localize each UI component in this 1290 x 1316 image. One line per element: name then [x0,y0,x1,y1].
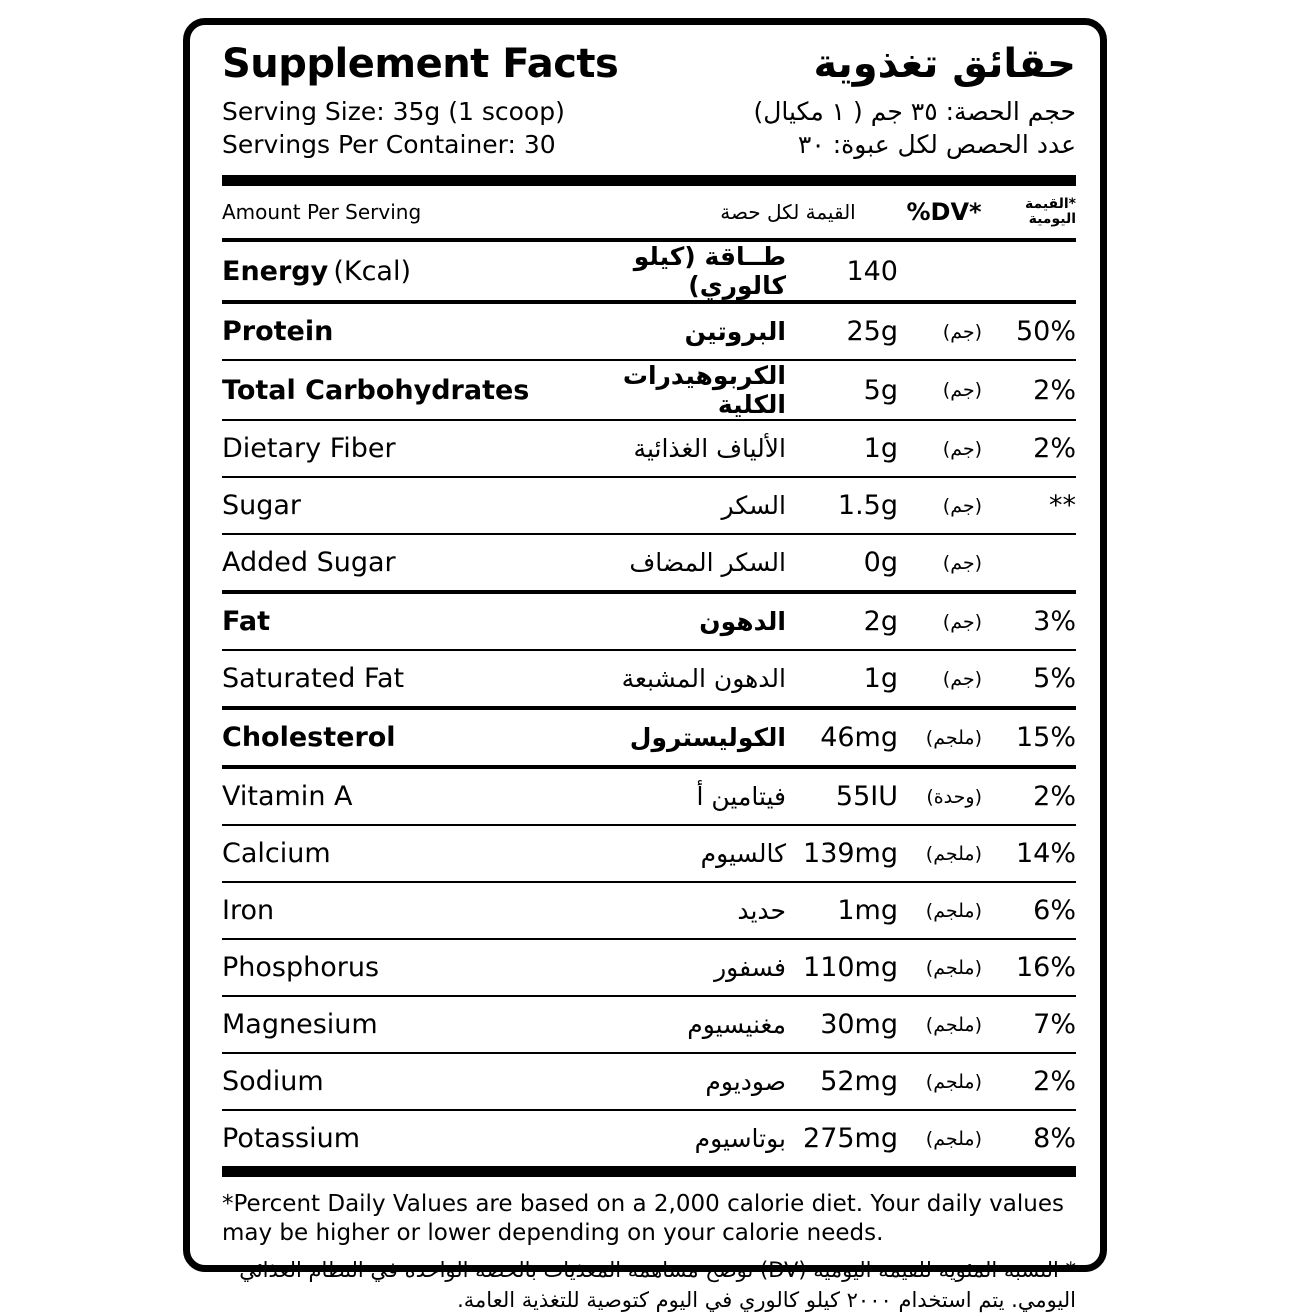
serving-info [222,95,1076,161]
nutrient-dv: 7% [1033,1009,1076,1040]
table-row [222,710,1076,765]
footnote-en: *Percent Daily Values are based on a 2,000 calorie diet. Your daily values may be higher or lower depending on your calorie needs. [222,1191,1064,1247]
nutrient-name-en: Magnesium [222,1009,378,1040]
nutrient-unit: (ملجم) [925,726,982,749]
table-row [222,1054,1076,1109]
table-row [222,769,1076,824]
supplement-facts-content [222,43,1076,1316]
nutrient-name-en: Vitamin A [222,781,353,812]
nutrient-name-ar: البروتين [684,317,786,346]
nutrient-dv: 50% [1015,316,1076,347]
nutrient-value: 25g [846,316,898,347]
table-row [222,478,1076,533]
nutrient-name-ar: كالسيوم [700,839,786,868]
nutrient-value: 1g [863,433,898,464]
supplement-facts-panel [183,18,1107,1312]
nutrient-dv: 5% [1033,663,1076,694]
nutrient-name-en: Energy [222,255,329,287]
nutrient-unit: (ملجم) [925,842,982,865]
nutrient-name-en: Fat [222,606,270,637]
nutrient-unit: (ملجم) [925,1013,982,1036]
nutrient-unit: (جم) [942,379,982,401]
nutrient-name-ar: بوتاسيوم [694,1124,786,1153]
nutrient-value: 1g [863,663,898,694]
nutrient-name-en: Added Sugar [222,547,396,578]
col-amount-per-serving-en: Amount Per Serving [222,200,422,224]
nutrient-name-en: Iron [222,895,275,926]
nutrient-unit: (ملجم) [925,1070,982,1093]
col-dv-ar-line1: *القيمة [1024,196,1076,213]
nutrient-value: 0g [863,547,898,578]
nutrient-dv: ** [1049,490,1076,521]
nutrient-value: 275mg [803,1123,898,1154]
nutrient-dv: 2% [1033,374,1076,406]
nutrient-name-en: Total Carbohydrates [222,374,530,406]
nutrient-value: 55IU [835,781,898,812]
table-row [222,997,1076,1052]
servings-per-container-ar: عدد الحصص لكل عبوة: ٣٠ [797,130,1076,159]
nutrient-name-en: Protein [222,316,334,347]
nutrient-dv: 16% [1015,952,1076,983]
panel-header [222,43,1076,85]
nutrient-value: 140 [846,255,898,287]
divider-thick-bottom [222,1166,1076,1177]
nutrition-table [222,186,1076,238]
nutrient-value: 46mg [820,722,898,753]
nutrient-name-ar: السكر [721,491,786,520]
nutrient-name-ar: الكربوهيدرات الكلية [622,361,786,419]
nutrient-dv: 14% [1015,838,1076,869]
nutrient-unit: (وحدة) [926,785,982,808]
nutrient-name-en: Cholesterol [222,722,396,753]
table-row [222,940,1076,995]
nutrient-name-ar: مغنيسيوم [687,1010,786,1039]
col-amount-per-serving-ar: القيمة لكل حصة [720,200,856,224]
nutrient-name-en: Calcium [222,838,331,869]
nutrient-value: 110mg [803,952,898,983]
nutrient-unit: (جم) [942,610,982,633]
table-row [222,304,1076,359]
nutrient-name-ar: السكر المضاف [629,548,786,577]
nutrient-unit: (جم) [942,551,982,574]
servings-per-container-en: Servings Per Container: 30 [222,130,556,159]
table-row [222,651,1076,706]
nutrient-name-ar: فيتامين أ [696,782,786,811]
nutrient-dv: 6% [1033,895,1076,926]
nutrient-unit: (ملجم) [925,1127,982,1150]
col-dv-en: %DV* [906,198,982,226]
table-row [222,826,1076,881]
nutrient-rows [222,242,1076,300]
nutrient-unit: (جم) [942,494,982,517]
nutrient-unit: (ملجم) [925,899,982,922]
nutrient-value: 52mg [820,1066,898,1097]
col-dv-ar-line2: اليومية [1028,211,1076,227]
nutrient-name-en: Dietary Fiber [222,433,396,464]
nutrient-name-en: Saturated Fat [222,663,405,694]
nutrient-name-en: Phosphorus [222,952,380,983]
nutrient-name-ar: الكوليسترول [629,723,786,752]
servings-per-container-row [222,128,1076,161]
nutrient-dv: 3% [1033,606,1076,637]
nutrient-dv: 15% [1015,722,1076,753]
nutrient-name-ar: صوديوم [705,1067,786,1096]
serving-size-en: Serving Size: 35g (1 scoop) [222,97,565,126]
nutrient-name-en-suffix: (Kcal) [333,255,411,287]
table-row [222,242,1076,300]
nutrient-name-ar: الدهون [699,607,786,636]
serving-size-ar: حجم الحصة: ٣٥ جم ( ١ مكيال) [753,97,1076,126]
table-column-header-row [222,186,1076,238]
nutrient-name-ar: الدهون المشبعة [621,664,786,693]
nutrient-unit: (جم) [942,667,982,690]
nutrient-unit: (ملجم) [925,956,982,979]
page-title-ar: حقائق تغذوية [813,41,1076,87]
nutrient-name-ar: الألياف الغذائية [633,434,786,463]
footnotes [222,1190,1076,1316]
nutrient-value: 5g [863,374,898,406]
table-row [222,535,1076,590]
col-dv-ar [982,186,1076,238]
divider-thick-top [222,175,1076,186]
nutrient-value: 139mg [803,838,898,869]
serving-size-row [222,95,1076,128]
nutrient-dv [982,242,1076,300]
nutrient-unit: (جم) [942,437,982,460]
nutrient-value: 30mg [820,1009,898,1040]
nutrient-value: 1mg [837,895,898,926]
table-row [222,421,1076,476]
table-row [222,1111,1076,1166]
nutrient-value: 1.5g [837,490,898,521]
nutrient-unit: (جم) [942,320,982,343]
nutrient-name-en: Sodium [222,1066,324,1097]
nutrient-dv: 2% [1033,781,1076,812]
page-title-en: Supplement Facts [222,41,619,87]
table-row [222,361,1076,419]
nutrient-unit [898,242,982,300]
nutrient-name-ar: طــاقة (كيلو كالوري) [633,242,786,300]
table-row [222,883,1076,938]
nutrient-dv: 8% [1033,1123,1076,1154]
nutrient-dv: 2% [1033,433,1076,464]
nutrient-name-en: Potassium [222,1123,361,1154]
table-row [222,594,1076,649]
nutrient-name-ar: حديد [737,896,786,925]
nutrient-name-en: Sugar [222,490,302,521]
nutrient-value: 2g [863,606,898,637]
nutrient-dv [982,535,1076,590]
nutrient-name-ar: فسفور [714,953,786,982]
footnote-ar: * النسبة المئوية للقيمة اليومية (DV) توضح مساهمة المغذيات بالحصة الواحدة في النظام الغذائي اليومي. يتم استخدام ٢٠٠٠ كيلو كالوري في اليوم كتوصية للتغذية العامة. [239,1257,1076,1312]
nutrient-dv: 2% [1033,1066,1076,1097]
